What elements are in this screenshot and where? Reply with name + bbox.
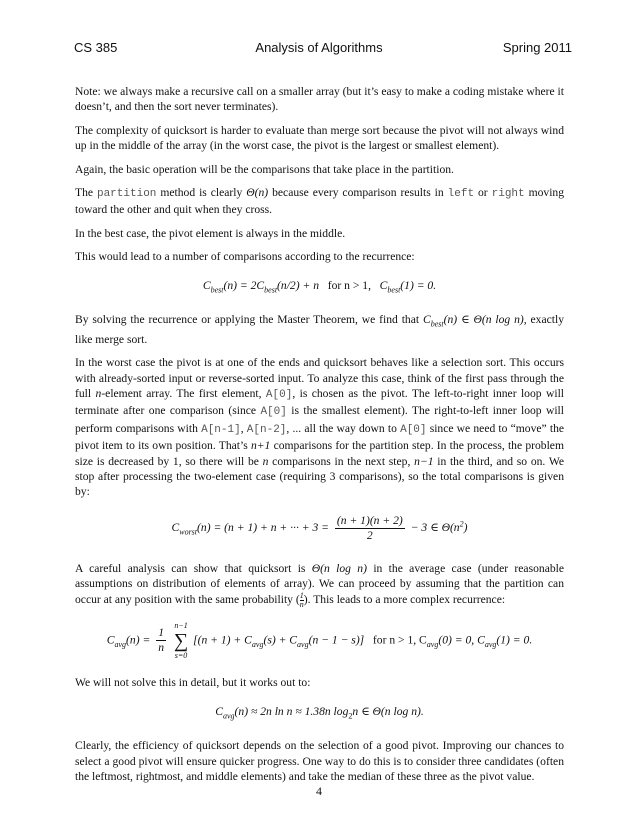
paragraph-best-case: In the best case, the pivot element is always in the middle.	[75, 226, 346, 240]
course-code: CS 385	[74, 40, 118, 55]
page-number: 4	[316, 784, 322, 798]
paragraph-note: Note: we always make a recursive call on a smaller array (but it’s easy to make a coding mistake where it doesn’t, and then the sort never terminates).	[75, 85, 564, 114]
equation-average-result: $C_{avg}(n) \approx 2n$ ln n ≈ 1.38n $\log_2n$ ∈ Θ(n log n).	[215, 704, 424, 721]
paragraph-average-case: A careful analysis can show that quicksort is Θ(n log n) in the average case (under reasonable assumptions on distribution of elements of array). We can proceed by assuming that the partition can occur at any position with the same probability ( $\frac{1}{n}$ ). This leads to a more complex recurrence:	[75, 561, 564, 609]
equation-best-case: $C_{best}(n) = 2C_{best}(n/2) + n$ for n > 1, $C_{best}(1) = 0$.	[202, 278, 437, 294]
page-header	[64, 40, 574, 56]
paragraph-recurrence-intro: This would lead to a number of comparisons according to the recurrence:	[75, 250, 415, 264]
page-body	[75, 84, 564, 793]
paragraph-not-solve: We will not solve this in detail, but it works out to:	[75, 675, 311, 689]
code-right: right	[491, 188, 525, 201]
code-a0: A[0]	[265, 388, 293, 401]
fraction: $\frac{1}{n}$	[158, 626, 164, 655]
equation-average-case: $C_{avg}(n)$ = $\frac{1}{n}$ n−1 ∑ s=0 $[(n + 1) + C_{avg}(s) + C_{avg}(n - 1 - s)]$ for n > 1, $C_{avg}(0) = 0$, $C_{avg}(1) = 0$.	[106, 620, 533, 660]
code-partition: partition	[96, 188, 157, 201]
term: Spring 2011	[502, 40, 572, 55]
course-title: Analysis of Algorithms	[255, 40, 383, 55]
paragraph-master-theorem: By solving the recurrence or applying the Master Theorem, we find that $C_{best}(n)$ ∈ Θ(n log n), exactly like merge sort.	[75, 312, 564, 346]
paragraph-partition: The partition method is clearly Θ(n) because every comparison results in left or right moving toward the other and quit when they cross.	[75, 186, 565, 217]
paragraph-complexity: The complexity of quicksort is harder to evaluate than merge sort because the pivot will not always wind up in the middle of the array (in the worst case, the pivot is the largest or smallest element).	[75, 123, 564, 153]
math-theta-n: Θ(n)	[246, 186, 269, 200]
paragraph-pivot-selection: Clearly, the efficiency of quicksort depends on the selection of a good pivot. Improving our chances to select a good pivot will ensure quicker progress. One way to do this is to consider three candidates (often the leftmost, rightmost, and middle elements) and take the median of these three as the pivot value.	[75, 739, 564, 784]
code-left: left	[447, 188, 475, 201]
paragraph-basic-operation: Again, the basic operation will be the comparisons that take place in the partition.	[75, 162, 454, 176]
fraction: $\frac{(n + 1)(n + 2)}{2}$	[336, 513, 403, 542]
paragraph-worst-case: In the worst case the pivot is at one of the ends and quicksort behaves like a selection sort. This occurs with already-sorted input or reverse-sorted input. To analyze this case, think of the first pass through the full n-element array. The first element, A[0], is chosen as the pivot. The left-to-right inner loop will terminate after one comparison (since A[0] is the smallest element). The right-to-left inner loop will perform comparisons with A[n-1], A[n-2], ... all the way down to A[0] since we need to “move” the pivot item to its own position. That’s n+1 comparisons for the partition step. In the process, the problem size is decreased by 1, so there will be n comparisons in the next step, n−1 in the third, and so on. We stop after processing the two-element case (requiring 3 comparisons), so the total comparisons is given by:	[75, 356, 565, 499]
summation: n−1 ∑ s=0	[173, 620, 189, 660]
equation-worst-case: $C_{worst}(n) = (n + 1) + n$ + ··· + 3 = $\frac{(n + 1)(n + 2)}{2}$ − 3 ∈ $\Theta(n^2)$	[171, 513, 468, 542]
small-fraction: $\frac{1}{n}$	[299, 590, 304, 609]
